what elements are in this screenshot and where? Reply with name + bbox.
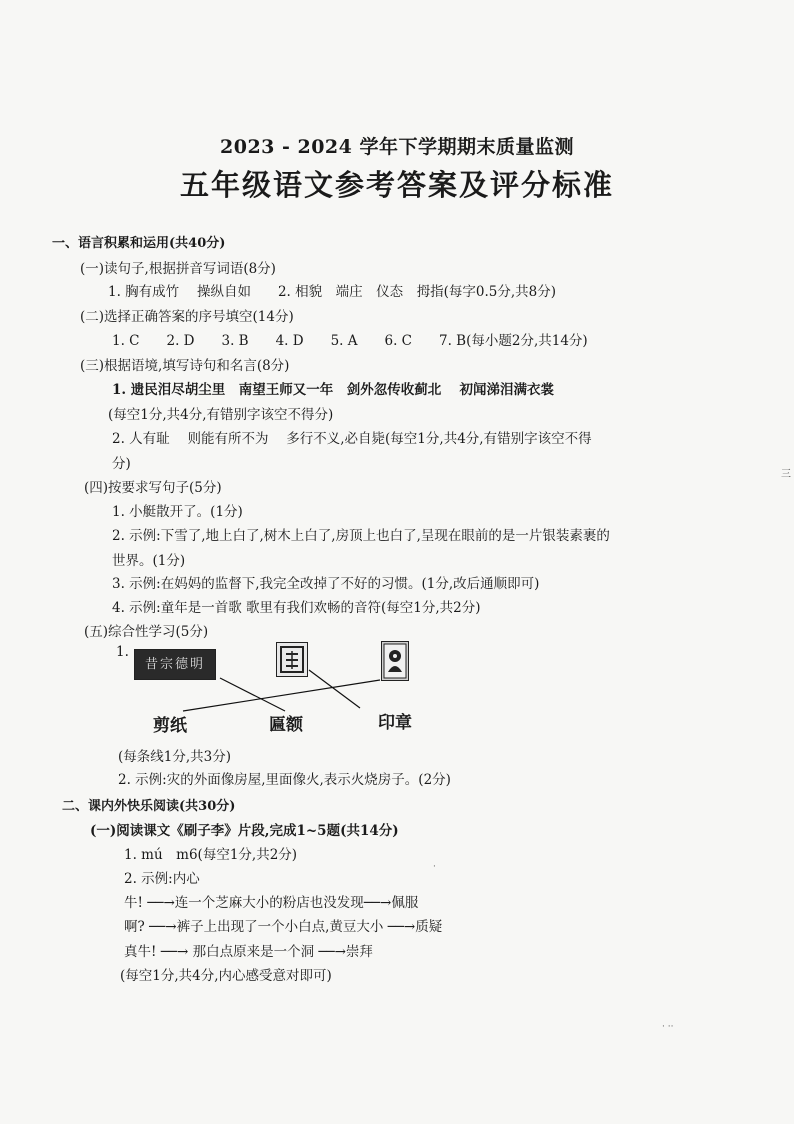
match-line-papercut <box>183 680 380 711</box>
title-main: 五年级语文参考答案及评分标准 <box>179 168 614 202</box>
part3-answer2-cont: 分) <box>112 456 131 472</box>
title-year: 2023 - 2024 学年下学期期末质量监测 <box>220 136 574 158</box>
part4-answer3: 3. 示例:在妈妈的监督下,我完全改掉了不好的习惯。(1分,改后通顺即可) <box>112 576 540 592</box>
scan-speck: · ·· <box>662 1022 674 1032</box>
part4-answer1: 1. 小艇散开了。(1分) <box>112 504 243 520</box>
reading1-flow1: 牛! ──→连一个芝麻大小的粉店也没发现──→佩服 <box>124 895 419 911</box>
part4-answer4: 4. 示例:童年是一首歌 歌里有我们欢畅的音符(每空1分,共2分) <box>112 600 481 616</box>
match-line-seal <box>309 670 360 708</box>
reading1-flow3: 真牛! ──→ 那白点原来是一个洞 ──→崇拜 <box>124 944 373 960</box>
scan-speck: · <box>433 862 436 872</box>
part3-answer2: 2. 人有耻 则能有所不为 多行不义,必自毙(每空1分,共4分,有错别字该空不得 <box>112 431 592 447</box>
part4-heading: (四)按要求写句子(5分) <box>84 480 222 496</box>
section2-heading: 二、课内外快乐阅读(共30分) <box>62 799 236 814</box>
edge-mark: 三 <box>781 469 791 480</box>
part5-score-note: (每条线1分,共3分) <box>118 749 232 765</box>
reading1-score-note: (每空1分,共4分,内心感受意对即可) <box>120 968 332 984</box>
part5-q1-number: 1. <box>116 644 129 660</box>
part1-answer: 1. 胸有成竹 操纵自如 2. 相貌 端庄 仪态 拇指(每字0.5分,共8分) <box>108 284 557 300</box>
part5-answer2: 2. 示例:灾的外面像房屋,里面像火,表示火烧房子。(2分) <box>118 772 451 788</box>
part4-answer2: 2. 示例:下雪了,地上白了,树木上白了,房顶上也白了,呈现在眼前的是一片银装素裹的 <box>112 528 610 544</box>
reading1-heading: (一)阅读课文《刷子李》片段,完成1~5题(共14分) <box>90 823 399 839</box>
part5-heading: (五)综合性学习(5分) <box>84 624 209 640</box>
part4-answer2-cont: 世界。(1分) <box>112 553 186 569</box>
label-seal: 印章 <box>378 713 412 733</box>
section1-heading: 一、语言积累和运用(共40分) <box>52 236 226 251</box>
reading1-flow2: 啊? ──→裤子上出现了一个小白点,黄豆大小 ──→质疑 <box>124 919 443 935</box>
label-papercut: 剪纸 <box>153 716 187 736</box>
part3-answer1: 1. 遗民泪尽胡尘里 南望王师又一年 剑外忽传收蓟北 初闻涕泪满衣裳 <box>112 382 554 398</box>
plaque-text: 昔宗德明 <box>144 657 205 672</box>
part2-heading: (二)选择正确答案的序号填空(14分) <box>80 309 294 325</box>
part1-heading: (一)读句子,根据拼音写词语(8分) <box>80 261 276 277</box>
part2-answer: 1. C 2. D 3. B 4. D 5. A 6. C 7. B(每小题2分,共14分) <box>112 333 588 349</box>
label-plaque: 匾额 <box>269 715 303 735</box>
reading1-answer1: 1. mú m6(每空1分,共2分) <box>124 847 298 863</box>
match-line-plaque <box>220 678 285 711</box>
part3-note1: (每空1分,共4分,有错别字该空不得分) <box>108 407 334 423</box>
part3-heading: (三)根据语境,填写诗句和名言(8分) <box>80 358 290 374</box>
reading1-answer2: 2. 示例:内心 <box>124 871 200 887</box>
